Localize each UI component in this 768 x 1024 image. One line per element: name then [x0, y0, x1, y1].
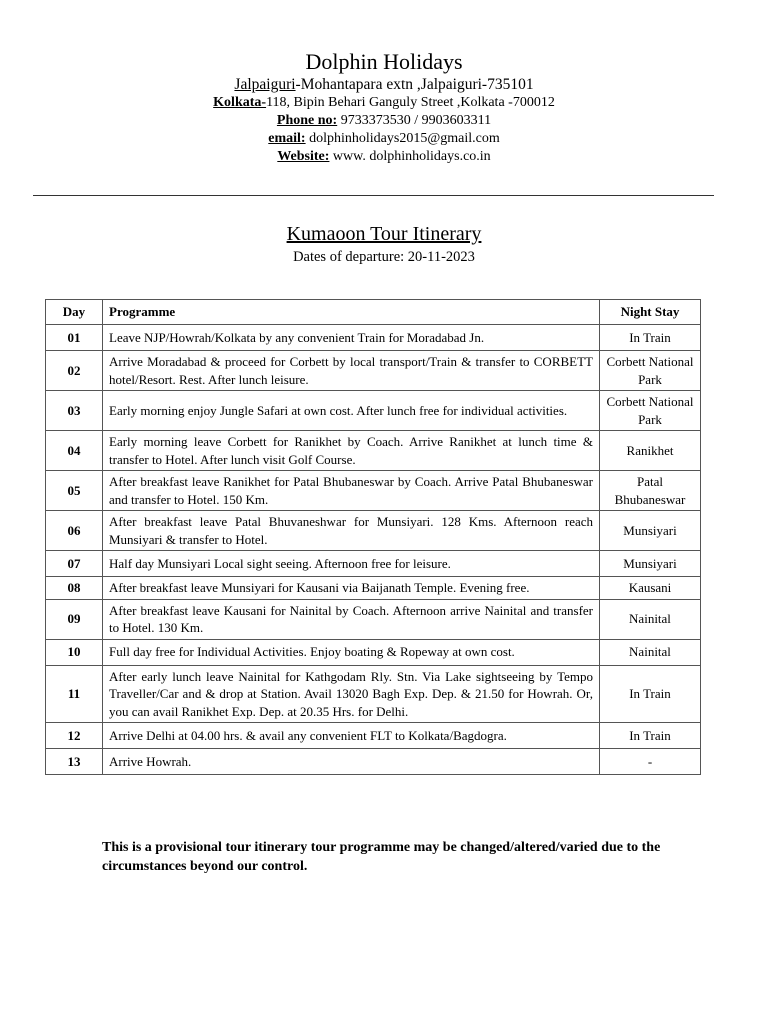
- day-cell: 09: [46, 599, 103, 639]
- table-row: [46, 471, 701, 511]
- night-stay-cell: In Train: [600, 665, 701, 723]
- header-day: Day: [46, 300, 103, 325]
- table-row: [46, 391, 701, 431]
- night-stay-cell: Corbett National Park: [600, 351, 701, 391]
- night-stay-cell: Nainital: [600, 639, 701, 665]
- night-stay-cell: In Train: [600, 325, 701, 351]
- programme-cell: Leave NJP/Howrah/Kolkata by any convenient Train for Moradabad Jn.: [103, 325, 600, 351]
- provisional-note: This is a provisional tour itinerary tour programme may be changed/altered/varied due to the circumstances beyond our control.: [102, 840, 661, 874]
- header-programme: Programme: [103, 300, 600, 325]
- kolkata-label: Kolkata-: [213, 95, 267, 110]
- programme-cell: Arrive Howrah.: [103, 749, 600, 775]
- night-stay-cell: Nainital: [600, 599, 701, 639]
- day-cell: 08: [46, 577, 103, 600]
- day-cell: 01: [46, 325, 103, 351]
- day-cell: 13: [46, 749, 103, 775]
- kolkata-address-text: 118, Bipin Behari Ganguly Street ,Kolkata -700012: [266, 95, 555, 110]
- night-stay-cell: Munsiyari: [600, 551, 701, 577]
- table-row: [46, 599, 701, 639]
- kolkata-address: [0, 94, 768, 112]
- night-stay-cell: Corbett National Park: [600, 391, 701, 431]
- table-row: [46, 723, 701, 749]
- table-row: [46, 351, 701, 391]
- website-label: Website:: [277, 149, 330, 164]
- company-name: Dolphin Holidays: [305, 49, 463, 74]
- programme-cell: After breakfast leave Kausani for Nainital by Coach. Afternoon arrive Nainital and transfer to Hotel. 130 Km.: [103, 599, 600, 639]
- night-stay-cell: In Train: [600, 723, 701, 749]
- programme-cell: Early morning leave Corbett for Ranikhet by Coach. Arrive Ranikhet at lunch time & transfer to Hotel. After lunch visit Golf Course.: [103, 431, 600, 471]
- programme-cell: Full day free for Individual Activities. Enjoy boating & Ropeway at own cost.: [103, 639, 600, 665]
- programme-cell: Arrive Moradabad & proceed for Corbett by local transport/Train & transfer to CORBETT hotel/Resort. Rest. After lunch leisure.: [103, 351, 600, 391]
- night-stay-cell: -: [600, 749, 701, 775]
- letterhead: [0, 48, 768, 166]
- table-row: [46, 577, 701, 600]
- table-row: [46, 325, 701, 351]
- header-night-stay: Night Stay: [600, 300, 701, 325]
- table-row: [46, 665, 701, 723]
- phone-line: [0, 112, 768, 130]
- day-cell: 06: [46, 511, 103, 551]
- night-stay-cell: Ranikhet: [600, 431, 701, 471]
- table-row: [46, 511, 701, 551]
- table-row: [46, 551, 701, 577]
- day-cell: 02: [46, 351, 103, 391]
- website-line: [0, 148, 768, 166]
- programme-cell: After early lunch leave Nainital for Kathgodam Rly. Stn. Via Lake sightseeing by Tempo Traveller/Car and & drop at Station. Avail 13020 Bagh Exp. Dep. & 21.50 for Howrah. Or, you can avail Ranikhet Exp. Dep. at 20.35 Hrs. for Delhi.: [103, 665, 600, 723]
- programme-cell: Arrive Delhi at 04.00 hrs. & avail any convenient FLT to Kolkata/Bagdogra.: [103, 723, 600, 749]
- day-cell: 07: [46, 551, 103, 577]
- departure-dates: Dates of departure: 20-11-2023: [293, 249, 475, 265]
- itinerary-table: [45, 299, 701, 775]
- programme-cell: Half day Munsiyari Local sight seeing. Afternoon free for leisure.: [103, 551, 600, 577]
- table-row: [46, 749, 701, 775]
- table-row: [46, 431, 701, 471]
- phone-value: 9733373530 / 9903603311: [337, 113, 492, 128]
- table-row: [46, 639, 701, 665]
- tour-title: Kumaoon Tour Itinerary: [286, 223, 482, 245]
- jalpaiguri-address-text: -Mohantapara extn ,Jalpaiguri-735101: [295, 76, 534, 93]
- website-value: www. dolphinholidays.co.in: [329, 149, 491, 164]
- night-stay-cell: Kausani: [600, 577, 701, 600]
- tour-title-block: [0, 222, 768, 266]
- email-value: dolphinholidays2015@gmail.com: [305, 131, 500, 146]
- day-cell: 04: [46, 431, 103, 471]
- jalpaiguri-label: Jalpaiguri: [234, 76, 296, 93]
- day-cell: 11: [46, 665, 103, 723]
- day-cell: 05: [46, 471, 103, 511]
- day-cell: 03: [46, 391, 103, 431]
- jalpaiguri-address: [0, 76, 768, 94]
- night-stay-cell: Munsiyari: [600, 511, 701, 551]
- programme-cell: After breakfast leave Munsiyari for Kausani via Baijanath Temple. Evening free.: [103, 577, 600, 600]
- email-label: email:: [268, 131, 306, 146]
- night-stay-cell: Patal Bhubaneswar: [600, 471, 701, 511]
- programme-cell: Early morning enjoy Jungle Safari at own cost. After lunch free for individual activities.: [103, 391, 600, 431]
- day-cell: 10: [46, 639, 103, 665]
- table-header-row: [46, 300, 701, 325]
- day-cell: 12: [46, 723, 103, 749]
- programme-cell: After breakfast leave Ranikhet for Patal Bhubaneswar by Coach. Arrive Patal Bhubaneswar and transfer to Hotel. 150 Km.: [103, 471, 600, 511]
- email-line: [0, 130, 768, 148]
- programme-cell: After breakfast leave Patal Bhuvaneshwar for Munsiyari. 128 Kms. Afternoon reach Munsiyari & transfer to Hotel.: [103, 511, 600, 551]
- phone-label: Phone no:: [276, 113, 338, 128]
- header-divider: [33, 195, 714, 196]
